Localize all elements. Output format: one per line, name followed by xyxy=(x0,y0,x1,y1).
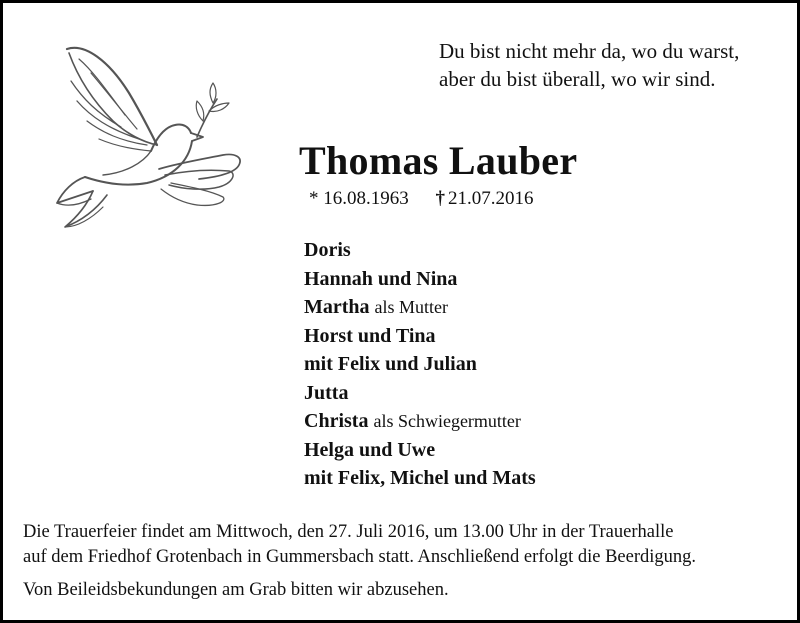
mourner-name: Doris xyxy=(304,239,351,261)
mourner-item xyxy=(304,407,536,436)
mourner-item xyxy=(304,236,536,265)
mourner-relation: als Mutter xyxy=(374,297,449,317)
mourner-name: Christa xyxy=(304,410,369,432)
mourner-name: Jutta xyxy=(304,381,349,404)
mourner-item xyxy=(304,350,536,379)
mourner-name: mit Felix und Julian xyxy=(304,353,477,375)
mourner-name: Helga und Uwe xyxy=(304,438,436,461)
quote-line-1: Du bist nicht mehr da, wo du warst, xyxy=(439,39,740,63)
quote-line-2: aber du bist überall, wo wir sind. xyxy=(439,67,716,91)
birth-date: 16.08.1963 xyxy=(323,188,409,209)
mourner-item xyxy=(304,464,536,493)
life-dates xyxy=(309,187,534,211)
deceased-name: Thomas Lauber xyxy=(299,138,578,183)
mourner-item xyxy=(304,265,536,294)
mourner-item xyxy=(304,293,536,322)
funeral-notice xyxy=(23,520,696,603)
mourner-name: mit Felix, Michel und Mats xyxy=(304,467,536,489)
death-date: 21.07.2016 xyxy=(448,188,534,209)
mourner-item xyxy=(304,379,536,408)
mourner-name: Martha xyxy=(304,296,370,318)
mourner-item xyxy=(304,436,536,465)
dove-with-olive-branch-icon xyxy=(47,41,247,236)
quote xyxy=(439,37,739,93)
mourner-name: Horst und Tina xyxy=(304,324,436,347)
notice-line-3: Von Beileidsbekundungen am Grab bitten wir abzusehen. xyxy=(23,580,449,600)
born-symbol: * xyxy=(309,188,319,209)
mourner-name: Hannah und Nina xyxy=(304,267,458,290)
notice-line-1: Die Trauerfeier findet am Mittwoch, den 27. Juli 2016, um 13.00 Uhr in der Trauerhalle xyxy=(23,522,674,542)
notice-line-2: auf dem Friedhof Grotenbach in Gummersbach statt. Anschließend erfolgt die Beerdigung. xyxy=(23,547,697,567)
mourner-item xyxy=(304,322,536,351)
mourner-relation: als Schwiegermutter xyxy=(373,411,521,431)
mourners-list xyxy=(304,236,536,493)
cross-icon: † xyxy=(435,188,445,209)
